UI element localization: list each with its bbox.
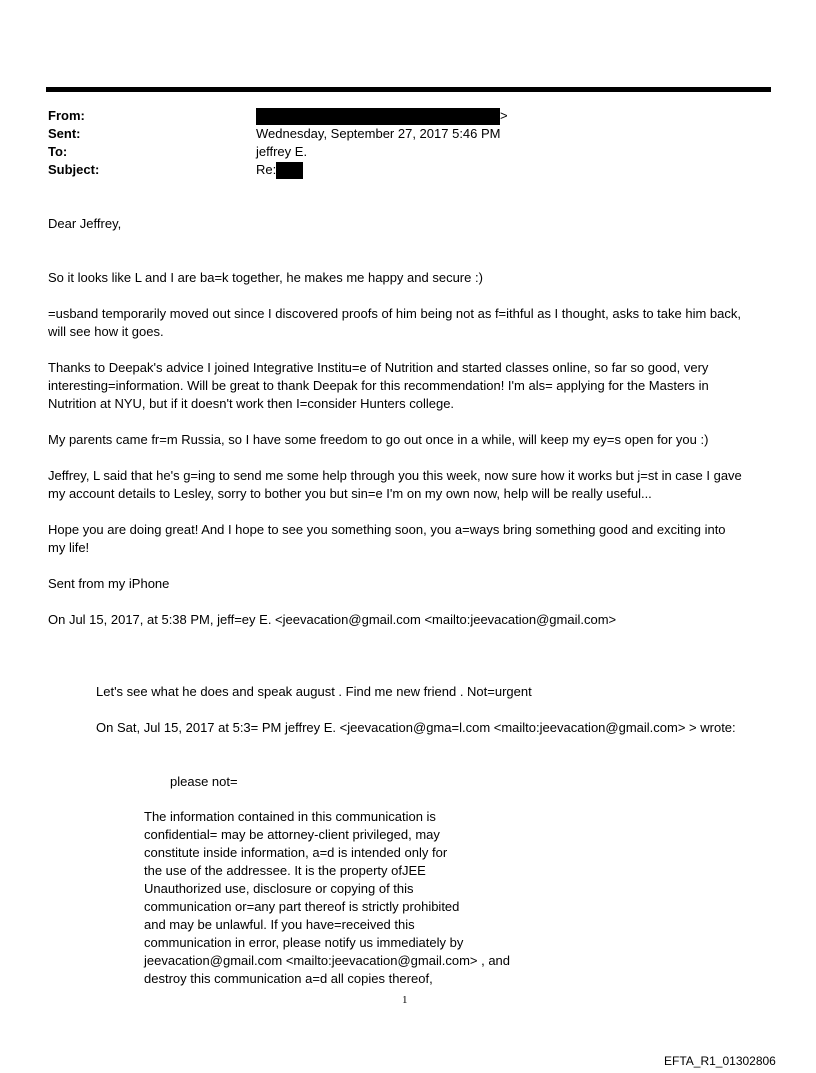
disclaimer-line: the use of the addressee. It is the property ofJEE	[144, 863, 426, 878]
email-header	[48, 107, 768, 183]
paragraph-line: Thanks to Deepak's advice I joined Integrative Institu=e of Nutrition and started classes online, so far so good, very	[48, 360, 709, 375]
disclaimer-line: communication in error, please notify us immediately by	[144, 935, 464, 950]
from-label: From:	[48, 108, 85, 123]
paragraph-line: my account details to Lesley, sorry to bother you but sin=e I'm on my own now, help will be really useful...	[48, 486, 652, 501]
disclaimer-line: destroy this communication a=d all copies thereof,	[144, 971, 433, 986]
subject-value	[256, 161, 303, 179]
to-value: jeffrey E.	[256, 144, 308, 159]
paragraph-2	[48, 305, 741, 341]
paragraph-4: My parents came fr=m Russia, so I have some freedom to go out once in a while, will keep my ey=s open for you :)	[48, 432, 709, 447]
document-id: EFTA_R1_01302806	[664, 1054, 776, 1068]
paragraph-line: interesting=information. Will be great to thank Deepak for this recommendation! I'm als= applying for the Masters in	[48, 378, 709, 393]
quoted-message-2: please not=	[170, 774, 238, 789]
paragraph-6	[48, 521, 726, 557]
paragraph-line: Nutrition at NYU, but if it doesn't work then I=consider Hunters college.	[48, 396, 455, 411]
greeting: Dear Jeffrey,	[48, 216, 122, 231]
sent-label: Sent:	[48, 126, 81, 141]
paragraph-1: So it looks like L and I are ba=k together, he makes me happy and secure :)	[48, 270, 483, 285]
redaction-box	[256, 108, 500, 125]
subject-label: Subject:	[48, 162, 100, 177]
from-value	[256, 107, 508, 125]
disclaimer-line: and may be unlawful. If you have=received this	[144, 917, 415, 932]
disclaimer-line: The information contained in this communication is	[144, 809, 436, 824]
disclaimer-line: jeevacation@gmail.com <mailto:jeevacation@gmail.com> , and	[144, 953, 511, 968]
sent-value: Wednesday, September 27, 2017 5:46 PM	[256, 126, 501, 141]
paragraph-line: will see how it goes.	[48, 324, 164, 339]
disclaimer-line: confidential= may be attorney-client privileged, may	[144, 827, 440, 842]
paragraph-line: Hope you are doing great! And I hope to see you something soon, you a=ways bring something good and exciting into	[48, 522, 726, 537]
quoted-message-1: Let's see what he does and speak august . Find me new friend . Not=urgent	[96, 684, 532, 699]
quoted-header-1: On Sat, Jul 15, 2017 at 5:3= PM jeffrey E. <jeevacation@gma=l.com <mailto:jeevacation@gmail.com> > wrote:	[96, 720, 736, 735]
subject-prefix: Re:	[256, 162, 277, 177]
disclaimer-line: communication or=any part thereof is strictly prohibited	[144, 899, 460, 914]
signature: Sent from my iPhone	[48, 576, 170, 591]
page-number: 1	[402, 994, 408, 1006]
from-suffix: >	[500, 108, 508, 123]
to-label: To:	[48, 144, 68, 159]
disclaimer-line: Unauthorized use, disclosure or copying of this	[144, 881, 414, 896]
redaction-box	[276, 162, 303, 179]
paragraph-5	[48, 467, 742, 503]
paragraph-line: my life!	[48, 540, 90, 555]
disclaimer	[144, 808, 510, 988]
quote-header: On Jul 15, 2017, at 5:38 PM, jeff=ey E. <jeevacation@gmail.com <mailto:jeevacation@gmail.com>	[48, 612, 617, 627]
disclaimer-line: constitute inside information, a=d is intended only for	[144, 845, 448, 860]
paragraph-line: =usband temporarily moved out since I discovered proofs of him being not as f=ithful as I thought, asks to take him back,	[48, 306, 741, 321]
paragraph-line: Jeffrey, L said that he's g=ing to send me some help through you this week, now sure how it works but j=st in case I gave	[48, 468, 742, 483]
header-rule	[46, 87, 771, 92]
paragraph-3	[48, 359, 709, 413]
